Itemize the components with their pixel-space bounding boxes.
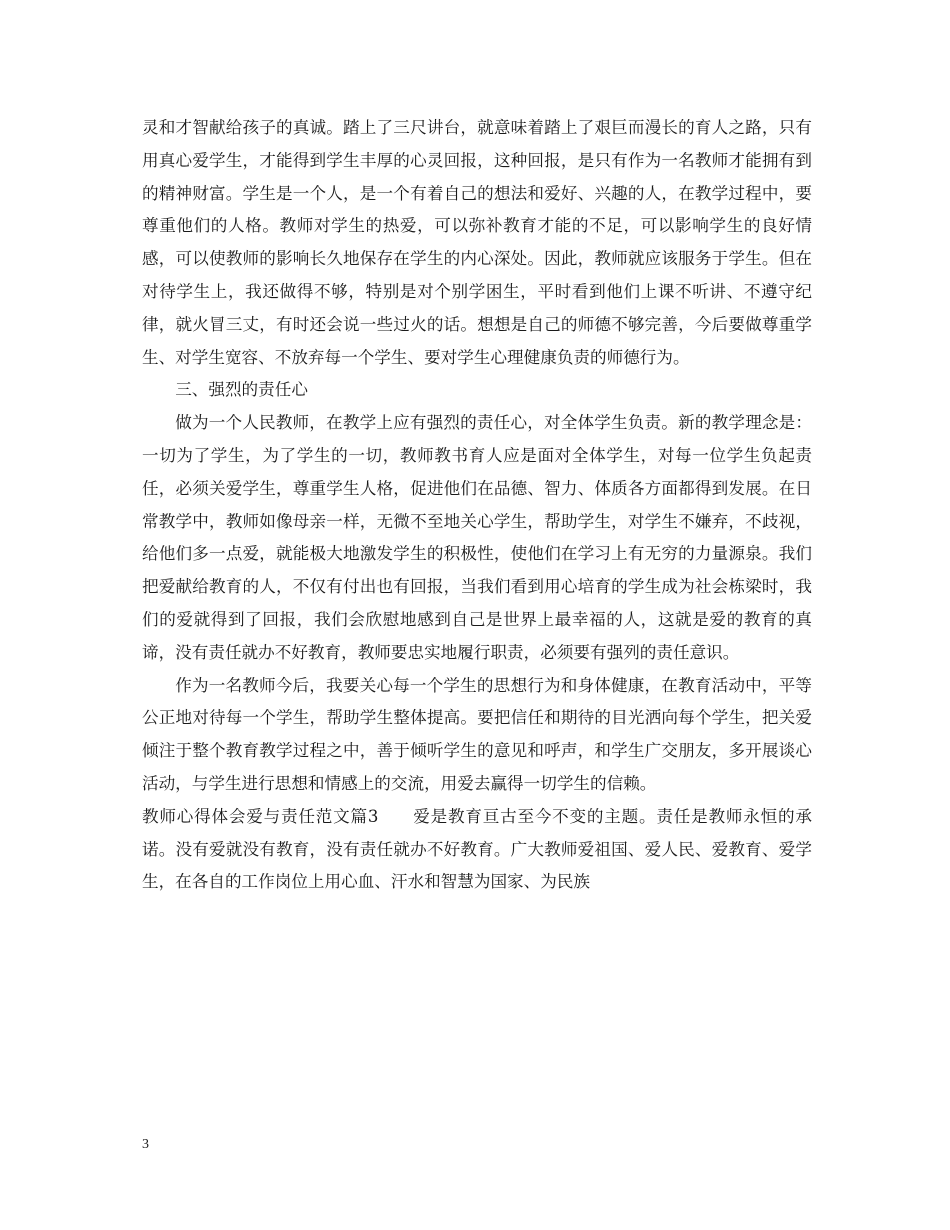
essay-3-text: 爱是教育亘古至今不变的主题。责任是教师永恒的承诺。没有爱就没有教育，没有责任就办不好教育。广大教师爱祖国、爱人民、爱教育、爱学生，在各自的工作岗位上用心血、汗水和智慧为国家、为民族 — [142, 806, 813, 892]
page-number: 3 — [142, 1137, 149, 1152]
paragraph-continued: 灵和才智献给孩子的真诚。踏上了三尺讲台，就意味着踏上了艰巨而漫长的育人之路，只有用真心爱学生，才能得到学生丰厚的心灵回报，这种回报，是只有作为一名教师才能拥有到的精神财富。学生是一个人，是一个有着自己的想法和爱好、兴趣的人，在教学过程中，要尊重他们的人格。教师对学生的热爱，可以弥补教育才能的不足，可以影响学生的良好情感，可以使教师的影响长久地保存在学生的内心深处。因此，教师就应该服务于学生。但在对待学生上，我还做得不够，特别是对个别学困生，平时看到他们上课不听讲、不遵守纪律，就火冒三丈，有时还会说一些过火的话。想想是自己的师德不够完善，今后要做尊重学生、对学生宽容、不放弃每一个学生、要对学生心理健康负责的师德行为。 — [142, 118, 812, 367]
essay-title: 教师心得体会爱与责任范文篇3 — [142, 806, 379, 826]
paragraph-responsibility: 做为一个人民教师，在教学上应有强烈的责任心，对全体学生负责。新的教学理念是：一切为了学生，为了学生的一切，教师教书育人应是面对全体学生，对每一位学生负起责任，必须关爱学生，尊重学生人格，促进他们在品德、智力、体质各方面都得到发展。在日常教学中，教师如像母亲一样，无微不至地关心学生，帮助学生，对学生不嫌弃，不歧视，给他们多一点爱，就能极大地激发学生的积极性，使他们在学习上有无穷的力量源泉。我们把爱献给教育的人，不仅有付出也有回报，当我们看到用心培育的学生成为社会栋梁时，我们的爱就得到了回报，我们会欣慰地感到自己是世界上最幸福的人，这就是爱的教育的真谛，没有责任就办不好教育，教师要忠实地履行职责，必须要有强列的责任意识。 — [142, 413, 812, 662]
paragraph-essay-3 — [142, 801, 812, 899]
paragraph-future-plan: 作为一名教师今后，我要关心每一个学生的思想行为和身体健康，在教育活动中，平等公正地对待每一个学生，帮助学生整体提高。要把信任和期待的目光洒向每个学生，把关爱倾注于整个教育教学过程之中，善于倾听学生的意见和呼声，和学生广交朋友，多开展谈心活动，与学生进行思想和情感上的交流，用爱去赢得一切学生的信赖。 — [142, 675, 812, 793]
section-heading-responsibility: 三、强烈的责任心 — [175, 380, 308, 400]
document-body — [142, 112, 812, 899]
